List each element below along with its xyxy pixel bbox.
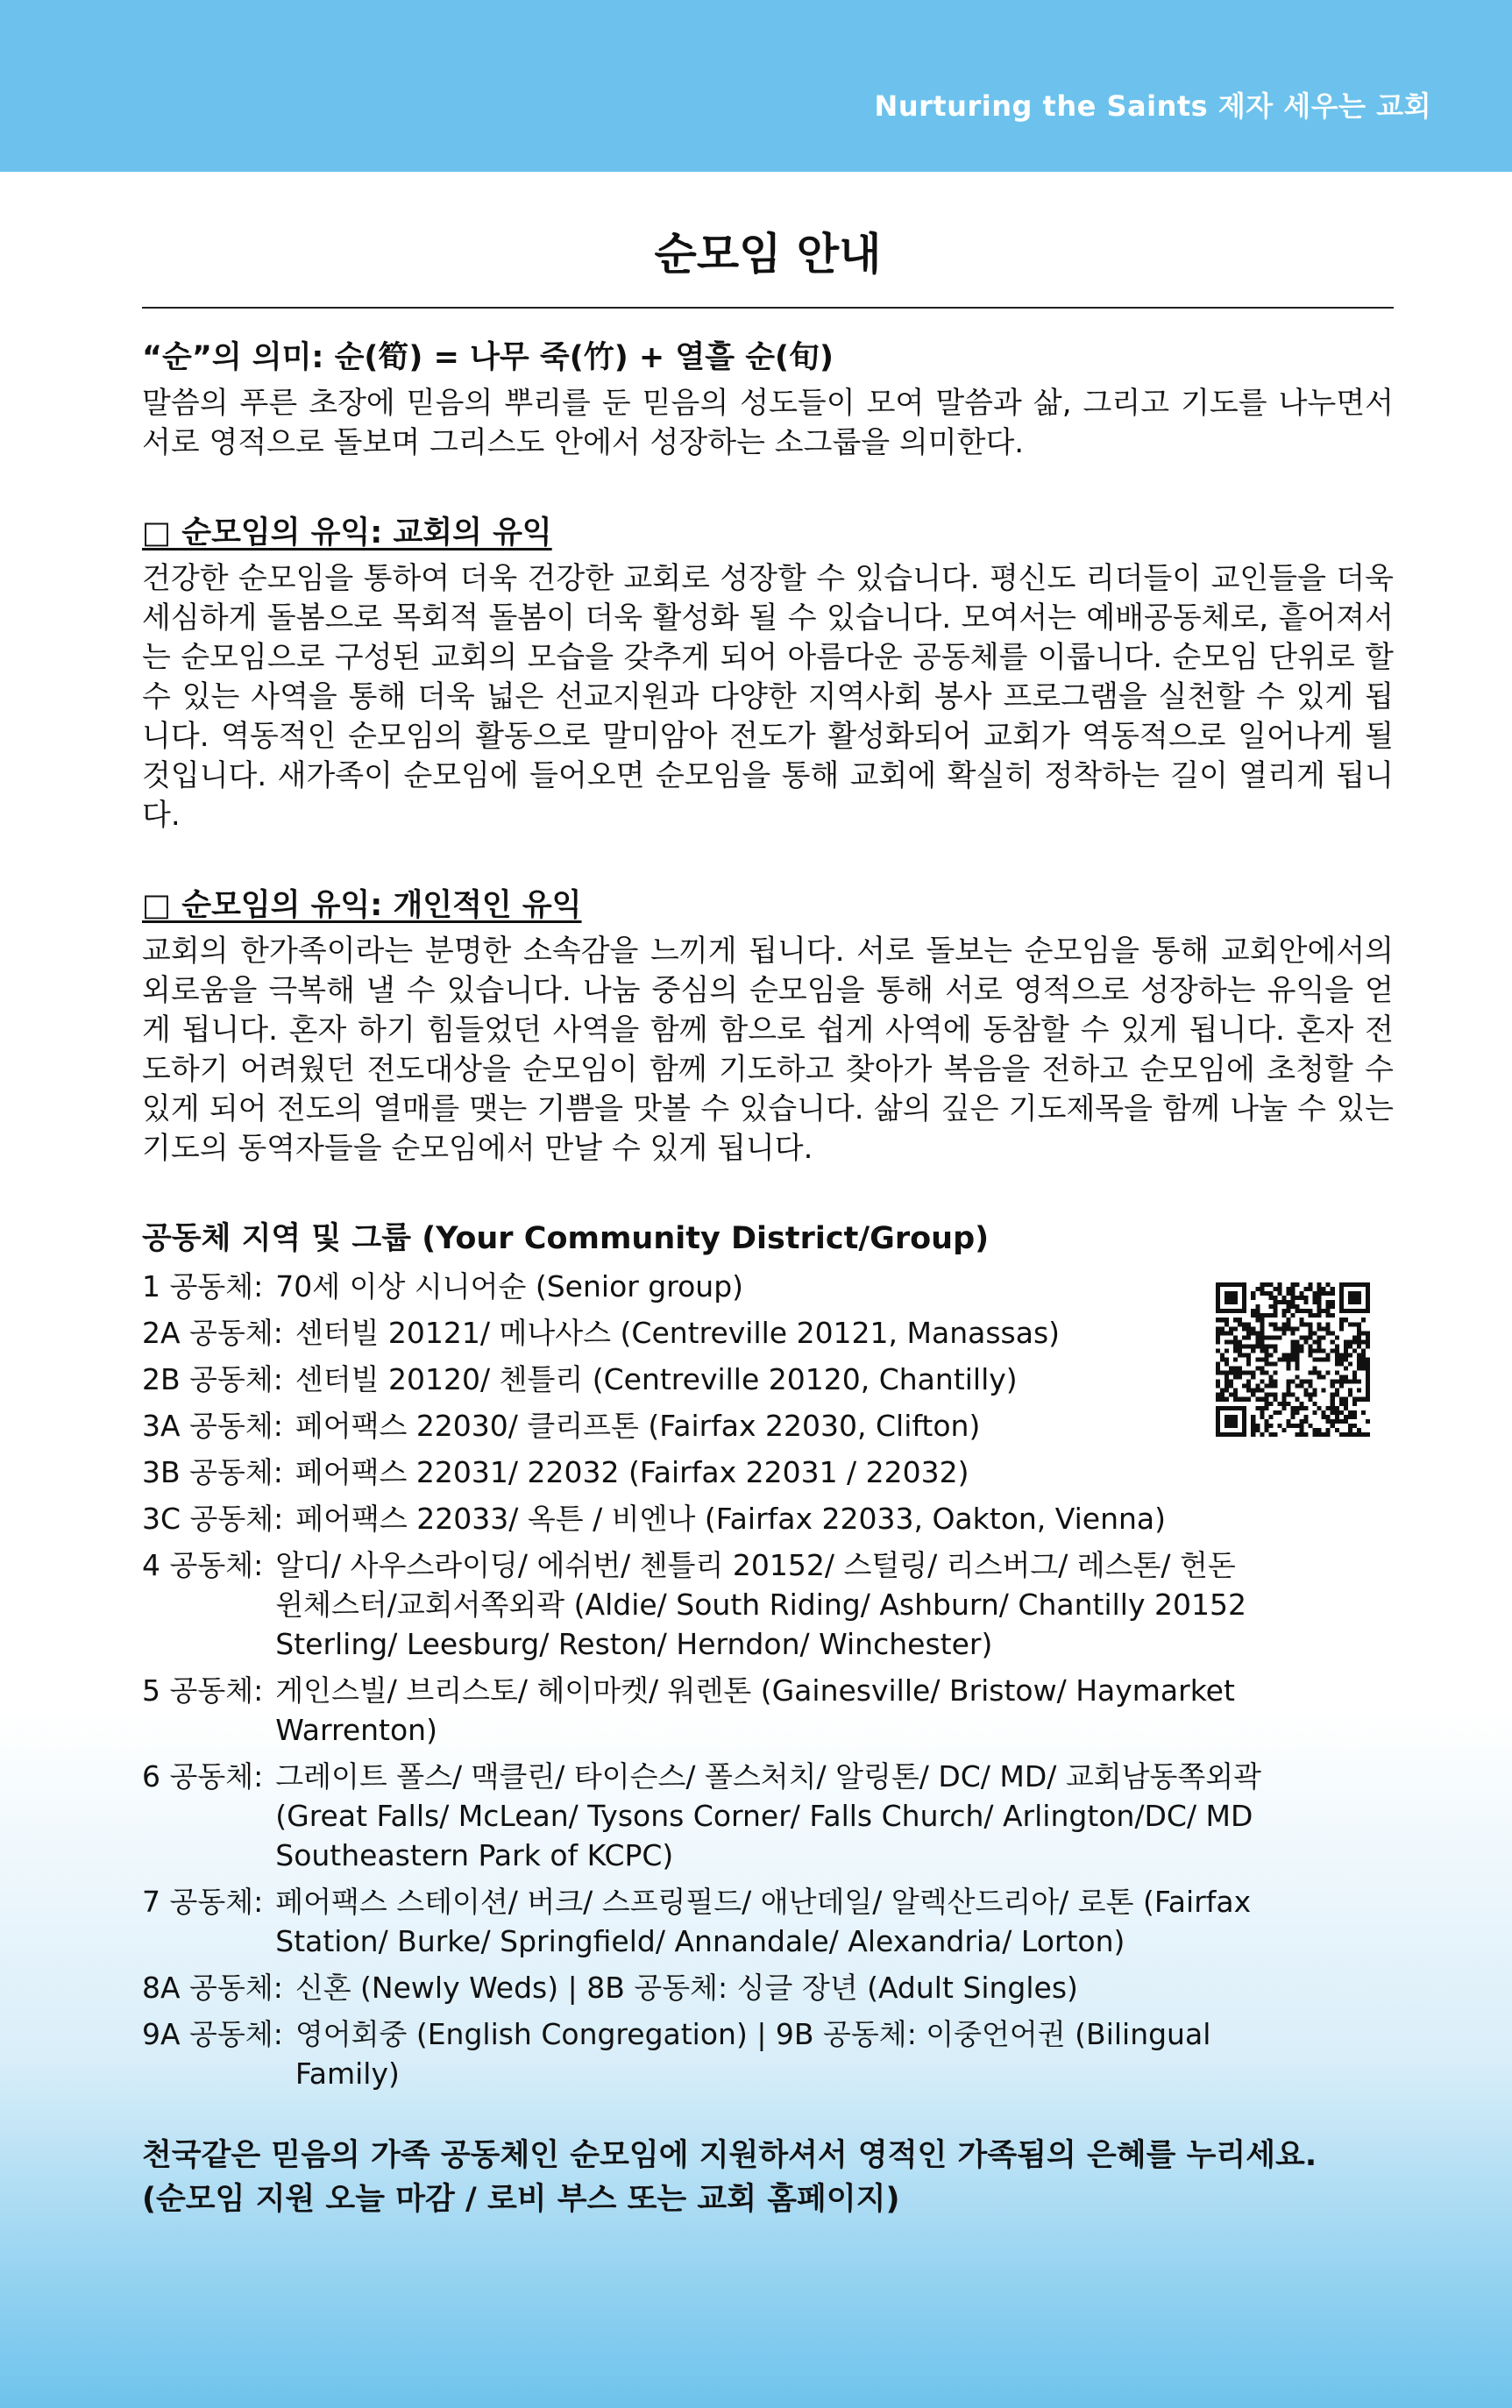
community-text: 영어회중 (English Congregation) | 9B 공동체: 이중언어권 (Bilingual Family) — [295, 2017, 1211, 2091]
personal-benefit-text: 교회의 한가족이라는 분명한 소속감을 느끼게 됩니다. 서로 돌보는 순모임을 통해 교회안에서의 외로움을 극복해 낼 수 있습니다. 나눔 중심의 순모임을 통해 서로 영적으로 성장하는 유익을 얻게 됩니다. 혼자 하기 힘들었던 사역을 함께 함으로 쉽게 사역에 동참할 수 있게 됩니다. 혼자 전도하기 어려웠던 전도대상을 순모임이 함께 기도하고 찾아가 복음을 전하고 순모임에 초청할 수 있게 되어 전도의 열매를 맺는 기쁨을 맛볼 수 있습니다. 삶의 깊은 기도제목을 함께 나눌 수 있는 기도의 동역자들을 순모임에서 만날 수 있게 됩니다. — [142, 934, 1394, 1166]
community-item — [142, 1406, 1273, 1446]
community-label: 8A 공동체: — [142, 1971, 283, 2005]
community-label: 6 공동체: — [142, 1759, 264, 1794]
community-label: 3C 공동체: — [142, 1502, 284, 1536]
community-label: 7 공동체: — [142, 1885, 264, 1919]
community-label: 3A 공동체: — [142, 1409, 283, 1443]
dinosaur-icon — [1277, 1344, 1308, 1374]
closing-line-1: 천국같은 믿음의 가족 공동체인 순모임에 지원하셔서 영적인 가족됨의 은혜를 누리세요. — [142, 2138, 1317, 2173]
community-text: 센터빌 20120/ 첸틀리 (Centreville 20120, Chantilly) — [295, 1362, 1018, 1396]
community-text: 게인스빌/ 브리스토/ 헤이마켓/ 워렌톤 (Gainesville/ Bristow/ Haymarket Warrenton) — [275, 1673, 1235, 1747]
community-label: 9A 공동체: — [142, 2017, 283, 2051]
qr-code[interactable] — [1211, 1278, 1374, 1441]
community-text: 페어팩스 스테이션/ 버크/ 스프링필드/ 애난데일/ 알렉산드리아/ 로톤 (Fairfax Station/ Burke/ Springfield/ Annandale/ Alexandria/ Lorton) — [275, 1885, 1252, 1958]
community-item — [142, 2014, 1273, 2093]
personal-benefit-heading: □ 순모임의 유익: 개인적인 유익 — [142, 888, 582, 923]
community-text: 그레이트 폴스/ 맥클린/ 타이슨스/ 폴스처치/ 알링톤/ DC/ MD/ 교회남동쪽외곽 (Great Falls/ McLean/ Tysons Corner/ Falls Church/ Arlington/DC/ MD Southeastern Park of KCPC) — [275, 1759, 1262, 1872]
community-item — [142, 1882, 1273, 1961]
community-item — [142, 1453, 1273, 1492]
meaning-heading: “순”의 의미: 순(筍) = 나무 죽(竹) + 열흘 순(旬) — [142, 340, 834, 375]
community-item — [142, 1968, 1273, 2007]
community-text: 센터빌 20121/ 메나사스 (Centreville 20121, Manassas) — [295, 1316, 1061, 1350]
community-label: 1 공동체: — [142, 1269, 264, 1303]
community-item — [142, 1267, 1273, 1306]
community-text: 70세 이상 시니어순 (Senior group) — [275, 1269, 744, 1303]
church-tagline: Nurturing the Saints 제자 세우는 교회 — [874, 89, 1431, 123]
community-text: 알디/ 사우스라이딩/ 에쉬번/ 첸틀리 20152/ 스털링/ 리스버그/ 레스톤/ 헌돈 윈체스터/교회서쪽외곽 (Aldie/ South Riding/ Ashburn/ Chantilly 20152 Sterling/ Leesburg/ Reston/ Herndon/ Winchester) — [275, 1548, 1246, 1661]
community-item — [142, 1313, 1273, 1353]
community-heading: 공동체 지역 및 그룹 (Your Community District/Group) — [142, 1221, 990, 1256]
community-item — [142, 1545, 1273, 1664]
closing-message — [142, 2134, 1394, 2221]
meaning-text: 말씀의 푸른 초장에 믿음의 뿌리를 둔 믿음의 성도들이 모여 말씀과 삶, 그리고 기도를 나누면서 서로 영적으로 돌보며 그리스도 안에서 성장하는 소그룹을 의미한다. — [142, 386, 1394, 460]
community-item — [142, 1499, 1273, 1538]
church-benefit-heading: □ 순모임의 유익: 교회의 유익 — [142, 515, 552, 551]
main-content — [142, 219, 1394, 2221]
community-label: 3B 공동체: — [142, 1455, 283, 1489]
page-title: 순모임 안내 — [142, 219, 1394, 309]
community-label: 4 공동체: — [142, 1548, 264, 1582]
community-item — [142, 1671, 1273, 1750]
community-label: 2B 공동체: — [142, 1362, 283, 1396]
community-item — [142, 1360, 1273, 1399]
community-text: 페어팩스 22030/ 클리프톤 (Fairfax 22030, Clifton) — [295, 1409, 981, 1443]
header-bar — [0, 0, 1512, 172]
community-text: 페어팩스 22033/ 옥튼 / 비엔나 (Fairfax 22033, Oakton, Vienna) — [295, 1502, 1167, 1536]
community-text: 신혼 (Newly Weds) | 8B 공동체: 싱글 장년 (Adult Singles) — [295, 1971, 1078, 2005]
community-label: 5 공동체: — [142, 1673, 264, 1708]
community-item — [142, 1757, 1273, 1875]
community-label: 2A 공동체: — [142, 1316, 283, 1350]
closing-line-2: (순모임 지원 오늘 마감 / 로비 부스 또는 교회 홈페이지) — [142, 2182, 900, 2217]
community-text: 페어팩스 22031/ 22032 (Fairfax 22031 / 22032) — [295, 1455, 969, 1489]
community-list — [142, 1267, 1273, 2093]
church-benefit-text: 건강한 순모임을 통하여 더욱 건강한 교회로 성장할 수 있습니다. 평신도 리더들이 교인들을 더욱 세심하게 돌봄으로 목회적 돌봄이 더욱 활성화 될 수 있습니다. 모여서는 예배공동체로, 흩어져서는 순모임으로 구성된 교회의 모습을 갖추게 되어 아름다운 공동체를 이룹니다. 순모임 단위로 할 수 있는 사역을 통해 더욱 넓은 선교지원과 다양한 지역사회 봉사 프로그램을 실천할 수 있게 됩니다. 역동적인 순모임의 활동으로 말미암아 전도가 활성화되어 교회가 역동적으로 일어나게 될 것입니다. 새가족이 순모임에 들어오면 순모임을 통해 교회에 확실히 정착하는 길이 열리게 됩니다. — [142, 561, 1394, 833]
